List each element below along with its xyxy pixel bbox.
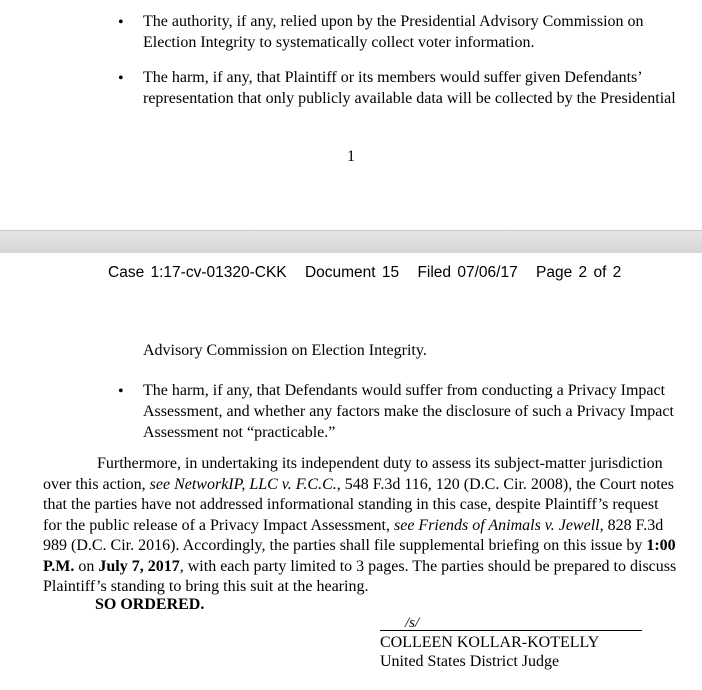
filed-date: Filed 07/06/17	[417, 264, 518, 281]
case-header	[108, 264, 633, 282]
page-separator	[0, 230, 702, 254]
page-number: 1	[347, 148, 355, 165]
citation-friends-of-animals: see Friends of Animals v. Jewell	[394, 516, 600, 534]
para-line-4b: , 828 F.3d	[599, 516, 664, 534]
signature-mark: /s/	[405, 615, 420, 631]
text-line: Assessment, and whether any factors make the disclosure of such a Privacy Impact	[143, 403, 674, 420]
signature-line	[380, 630, 642, 631]
para-line-6a: on	[74, 557, 99, 575]
para-line-4a: for the public release of a Privacy Impact Assessment,	[43, 516, 394, 534]
page-1-bottom	[0, 0, 702, 230]
text-line: The harm, if any, that Defendants would suffer from conducting a Privacy Impact	[143, 382, 666, 399]
citation-networkip: see NetworkIP, LLC v. F.C.C.	[149, 475, 337, 493]
text-line: The harm, if any, that Plaintiff or its members would suffer given Defendants’	[143, 69, 643, 86]
text-line	[43, 475, 676, 496]
para-line-6b: , with each party limited to 3 pages. The parties should be prepared to discuss	[179, 557, 677, 575]
text-line	[43, 516, 676, 537]
signer-title: United States District Judge	[380, 653, 560, 670]
text-line: Election Integrity to systematically collect voter information.	[143, 34, 535, 51]
text-line: that the parties have not addressed informational standing in this case, despite Plaintiff’s request	[43, 496, 659, 513]
para-line-5a: 989 (D.C. Cir. 2016). Accordingly, the parties shall file supplemental briefing on this issue by	[43, 537, 647, 554]
bullet-marker: •	[118, 70, 124, 87]
text-line: Advisory Commission on Election Integrity.	[143, 342, 427, 359]
text-line: representation that only publicly available data will be collected by the Presidential	[143, 90, 676, 107]
bullet-authority	[143, 11, 663, 53]
text-line	[95, 454, 676, 475]
deadline-time: 1:00	[646, 537, 676, 554]
deadline-time-suffix: P.M.	[43, 557, 75, 575]
case-number: Case 1:17-cv-01320-CKK	[108, 264, 287, 281]
document-number: Document 15	[304, 264, 400, 281]
body-paragraph-lines	[43, 454, 677, 598]
signer-name: COLLEEN KOLLAR-KOTELLY	[380, 634, 600, 651]
text-line	[43, 536, 676, 557]
deadline-date: July 7, 2017	[98, 557, 180, 575]
para-line-2b: , 548 F.3d 116, 120 (D.C. Cir. 2008), the Court notes	[336, 475, 674, 493]
text-line: Assessment not “practicable.”	[143, 424, 336, 441]
para-line-1: Furthermore, in undertaking its independent duty to assess its subject-matter jurisdiction	[97, 455, 663, 472]
text-line: The authority, if any, relied upon by the Presidential Advisory Commission on	[143, 13, 644, 30]
bullet-defendant-harm	[143, 380, 674, 443]
page-count: Page 2 of 2	[536, 264, 622, 281]
continuation-text	[143, 340, 663, 361]
bullet-marker: •	[118, 14, 124, 31]
text-line: Plaintiff’s standing to bring this suit at the hearing.	[43, 578, 369, 595]
bullet-plaintiff-harm	[143, 67, 676, 109]
so-ordered: SO ORDERED.	[95, 596, 205, 613]
text-line	[43, 557, 676, 578]
para-line-2a: over this action,	[43, 475, 150, 493]
bullet-marker: •	[118, 383, 124, 400]
